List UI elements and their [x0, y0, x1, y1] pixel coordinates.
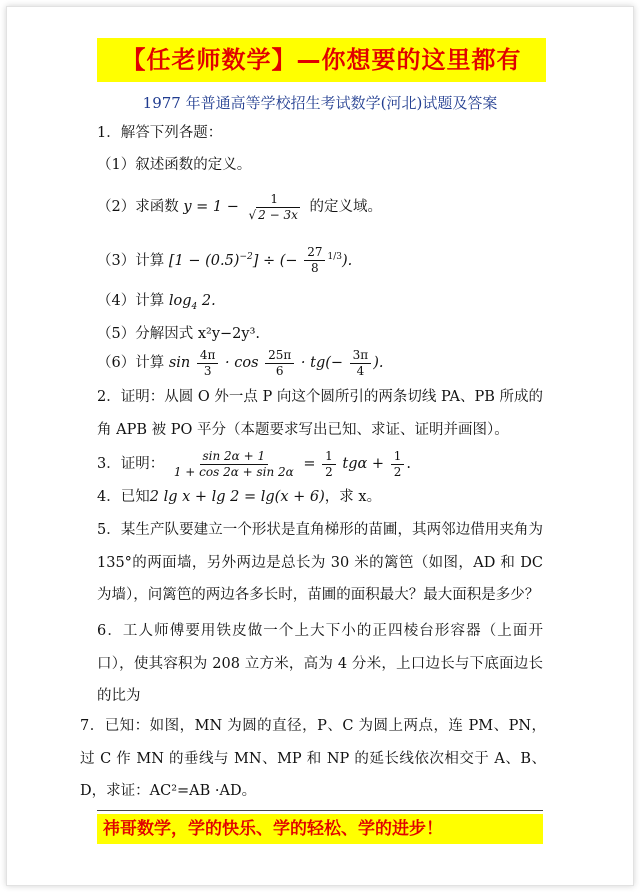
q1-p2-y: y = 1 −	[183, 199, 239, 215]
q1-p6-tg: · tg(−	[300, 355, 344, 371]
q1-p6-end: ).	[373, 355, 384, 371]
question-7: 7．已知：如图，MN 为圆的直径，P、C 为圆上两点，连 PM、PN，过 C 作 MN 的垂线与 MN、MP 和 NP 的延长线依次相交于 A、B、D，求证：AC²=AB ·AD。	[80, 718, 546, 799]
question-5: 5．某生产队要建立一个形状是直角梯形的苗圃，其两邻边借用夹角为 135°的两面墙，另外两边是总长为 30 米的篱笆（如图，AD 和 DC 为墙），问篱笆的两边各多长时，苗圃的面积最大？最大面积是多少？	[97, 522, 543, 603]
q1-p6-den-3: 4	[356, 363, 365, 378]
q4-expr: 2 lg x + lg 2 = lg(x + 6)	[149, 489, 325, 505]
q1-p3-power: 1/3	[327, 252, 342, 262]
q1-p3-mid: ] ÷ (−	[252, 252, 298, 269]
q1-p3-label: （3）计算	[97, 252, 165, 269]
question-1-part-5: （5）分解因式 x²y−2y³.	[97, 326, 261, 342]
q1-p6-num-2: 25π	[265, 348, 294, 364]
q1-p4-base: 4	[191, 301, 198, 312]
footer-divider	[97, 810, 543, 811]
q1-p3-denominator: 8	[311, 261, 319, 276]
q3-half-2-den: 2	[393, 464, 402, 479]
q1-p3-end: ).	[341, 252, 353, 269]
q1-p4-log: log	[168, 293, 192, 309]
q4-label: 4．已知	[97, 489, 150, 505]
header-banner: 【任老师数学】—你想要的这里都有	[97, 38, 546, 82]
q1-p4-label: （4）计算	[97, 293, 165, 309]
q1-p6-cos: · cos	[225, 355, 259, 371]
q3-half-1-den: 2	[325, 464, 333, 479]
q1-p3-expr: [1 − (0.5)	[168, 252, 240, 269]
q1-p6-den-2: 6	[275, 363, 284, 378]
q3-end: .	[406, 456, 411, 472]
q1-p6-num-1: 4π	[197, 348, 219, 364]
q1-p6-den-1: 3	[203, 363, 212, 378]
q1-p4-arg: 2.	[197, 293, 216, 309]
page-title: 1977 年普通高等学校招生考试数学(河北)试题及答案	[142, 94, 498, 112]
q1-p2-fraction	[246, 192, 303, 223]
q1-p6-frac-2	[265, 348, 294, 379]
question-3	[97, 447, 411, 481]
q3-equals: =	[303, 456, 316, 472]
q1-p3-fraction	[304, 245, 325, 276]
q1-p6-frac-3	[350, 348, 372, 379]
q1-p6-frac-1	[197, 348, 219, 379]
q3-label: 3．证明：	[97, 456, 165, 472]
question-1-part-2	[97, 190, 382, 224]
q3-denominator: 1 + cos 2α + sin 2α	[173, 464, 294, 479]
q3-numerator: sin 2α + 1	[200, 449, 269, 465]
q1-p2-radicand: 2 − 3x	[258, 207, 298, 222]
q1-p2-denominator: √ 2 − 3x	[248, 207, 298, 222]
question-1-part-3	[97, 240, 352, 278]
question-6: 6．工人师傅要用铁皮做一个上大下小的正四棱台形容器（上面开口），使其容积为 208 立方米，高为 4 分米，上口边长与下底面边长的比为	[97, 623, 543, 704]
q1-p2-label: （2）求函数	[97, 199, 179, 215]
q3-half-1-num: 1	[322, 449, 336, 465]
q4-suffix: ，求 x。	[324, 489, 382, 505]
footer-slogan: 祎哥数学，学的快乐、学的轻松、学的进步！	[97, 814, 543, 844]
q3-half-2	[391, 449, 405, 480]
q1-p3-numerator: 27	[304, 245, 325, 261]
question-1-part-1: （1）叙述函数的定义。	[97, 157, 252, 173]
q1-p6-label: （6）计算	[97, 355, 165, 371]
q1-p2-numerator: 1	[267, 192, 281, 208]
q3-half-1	[322, 449, 336, 480]
question-1-part-6	[97, 346, 383, 380]
q3-fraction	[171, 449, 297, 480]
q1-p6-num-3: 3π	[350, 348, 372, 364]
q1-p6-sin: sin	[168, 355, 191, 371]
question-1-part-4	[97, 290, 216, 318]
q1-p2-suffix: 的定义域。	[309, 199, 382, 215]
q1-p3-exponent: −2	[239, 252, 253, 262]
q3-half-2-num: 1	[391, 449, 405, 465]
question-1-heading: 1．解答下列各题：	[97, 125, 223, 141]
question-4	[97, 486, 381, 508]
q3-mid: tgα +	[342, 456, 385, 472]
question-2: 2．证明：从圆 O 外一点 P 向这个圆所引的两条切线 PA、PB 所成的角 APB 被 PO 平分（本题要求写出已知、求证、证明并画图）。	[97, 389, 543, 438]
